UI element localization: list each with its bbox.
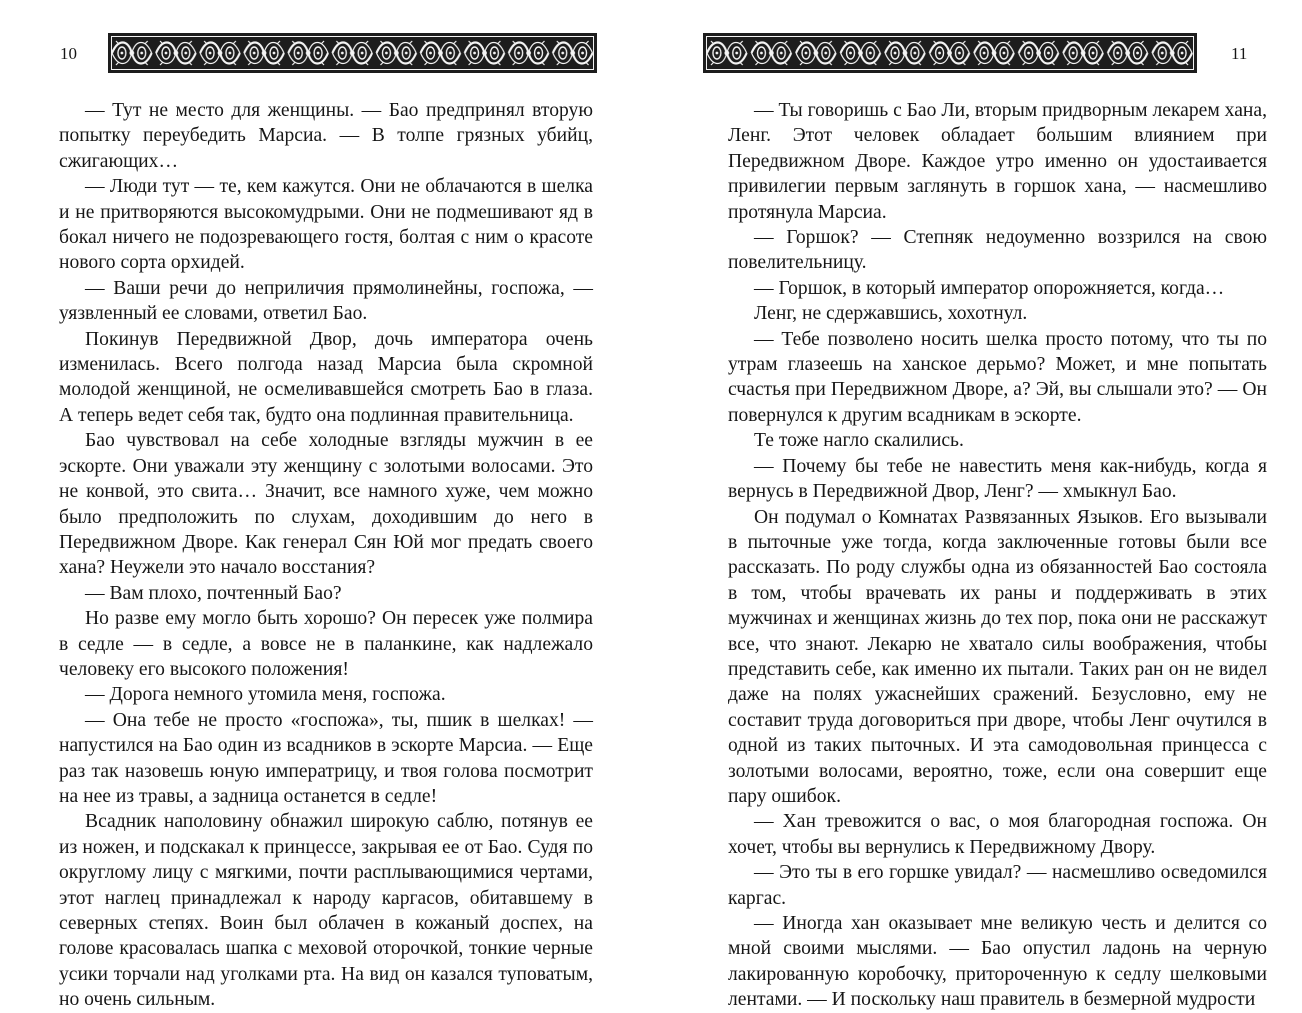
paragraph: — Ты говоришь с Бао Ли, вторым придворным лекарем хана, Ленг. Этот человек обладает большим влиянием при Передвижном Дворе. Каждое утро именно он удостаивается привилегии первым заглянуть в горшок хана, — насмешливо протянула Марсиа. bbox=[728, 100, 1267, 223]
body-text bbox=[728, 98, 1267, 1013]
paragraph: — Иногда хан оказывает мне великую честь и делится со мной своими мыслями. — Бао опустил ладонь на черную лакированную коробочку, притороченную к седлу шелковыми лентами. — И поскольку наш правитель в безмерной мудрости bbox=[728, 913, 1267, 1011]
paragraph: — Хан тревожится о вас, о моя благородная госпожа. Он хочет, чтобы вы вернулись к Передвижному Двору. bbox=[728, 811, 1267, 858]
paragraph: — Горшок? — Степняк недоуменно воззрился на свою повелительницу. bbox=[728, 227, 1267, 274]
page-number: 11 bbox=[1231, 44, 1248, 63]
paragraph: Те тоже нагло скалились. bbox=[754, 430, 964, 452]
paragraph: Он подумал о Комнатах Развязанных Языков. Его вызывали в пыточные уже тогда, когда заключенные готовы были все рассказать. По роду службы одна из обязанностей Бао состояла в том, чтобы врачевать их раны и поддерживать в этих мужчинах и женщинах жизнь до тех пор, пока они не расскажут все, что знают. Лекарю не хватало силы воображения, чтобы представить себе, как именно их пытали. Таких ран он не видел даже на полях ужаснейших сражений. Безусловно, ему не составит труда договориться при дворе, чтобы Ленг очутился в одной из таких пыточных. И эта самодовольная принцесса с золотыми волосами, вероятно, тоже, если она совершит еще пару ошибок. bbox=[728, 506, 1267, 807]
paragraph: — Горшок, в который император опорожняется, когда… bbox=[754, 277, 1225, 299]
paragraph: Бао чувствовал на себе холодные взгляды мужчин в ее эскорте. Они уважали эту женщину с золотыми волосами. Это не конвой, это свита… Значит, все намного хуже, чем можно было предположить по слухам, доходившим до него в Передвижном Дворе. Как генерал Сян Юй мог предать своего хана? Неужели это начало восстания? bbox=[59, 430, 593, 579]
paragraph: — Почему бы тебе не навестить меня как-нибудь, когда я вернусь в Передвижной Двор, Ленг? — хмыкнул Бао. bbox=[728, 455, 1267, 503]
paragraph: — Люди тут — те, кем кажутся. Они не облачаются в шелка и не притворяются высокомудрыми. Они не подмешивают яд в бокал ничего не подозревающего гостя, болтая с ним о красоте нового сорта орхидей. bbox=[59, 176, 593, 274]
paragraph: — Ваши речи до неприличия прямолинейны, госпожа, — уязвленный ее словами, ответил Бао. bbox=[59, 277, 593, 325]
header-ornament bbox=[108, 33, 597, 73]
paragraph: — Это ты в его горшке увидал? — насмешливо осведомился каргас. bbox=[728, 862, 1267, 909]
right-page bbox=[651, 0, 1302, 1011]
page-number: 10 bbox=[60, 44, 77, 63]
paragraph: Ленг, не сдержавшись, хохотнул. bbox=[754, 303, 1028, 325]
left-page bbox=[0, 0, 651, 1011]
paragraph: Всадник наполовину обнажил широкую саблю, потянув ее из ножен, и подскакал к принцессе, закрывая ее от Бао. Судя по округлому лицу с мягкими, почти расплывающимися чертами, этот наглец принадлежал к народу каргасов, обитавшему в северных степях. Воин был облачен в кожаный доспех, на голове красовалась шапка с меховой оторочкой, тонкие черные усики торчали над уголками рта. На вид он казался туповатым, но очень сильным. bbox=[59, 811, 593, 1011]
paragraph: Но разве ему могло быть хорошо? Он пересек уже полмира в седле — в седле, а вовсе не в паланкине, как надлежало человеку его высокого положения! bbox=[59, 608, 593, 680]
paragraph: Покинув Передвижной Двор, дочь императора очень изменилась. Всего полгода назад Марсиа была скромной молодой женщиной, не осмеливавшейся смотреть Бао в глаза. А теперь ведет себя так, будто она подлинная правительница. bbox=[59, 328, 593, 426]
paragraph: — Тебе позволено носить шелка просто потому, что ты по утрам глазеешь на ханское дерьмо? Может, и мне попытать счастья при Передвижном Дворе, а? Эй, вы слышали это? — Он повернулся к другим всадникам в эскорте. bbox=[728, 328, 1267, 426]
paragraph: — Дорога немного утомила меня, госпожа. bbox=[85, 684, 446, 706]
paragraph: — Вам плохо, почтенный Бао? bbox=[85, 582, 342, 604]
header-ornament bbox=[703, 33, 1197, 73]
paragraph: — Она тебе не просто «госпожа», ты, пшик в шелках! — напустился на Бао один из всадников в эскорте Марсиа. — Еще раз так назовешь юную императрицу, и твоя голова посмотрит на нее из травы, а задница останется в седле! bbox=[59, 709, 593, 807]
body-text bbox=[59, 98, 593, 1013]
paragraph: — Тут не место для женщины. — Бао предпринял вторую попытку переубедить Марсиа. — В толпе грязных убийц, сжигающих… bbox=[59, 100, 593, 172]
